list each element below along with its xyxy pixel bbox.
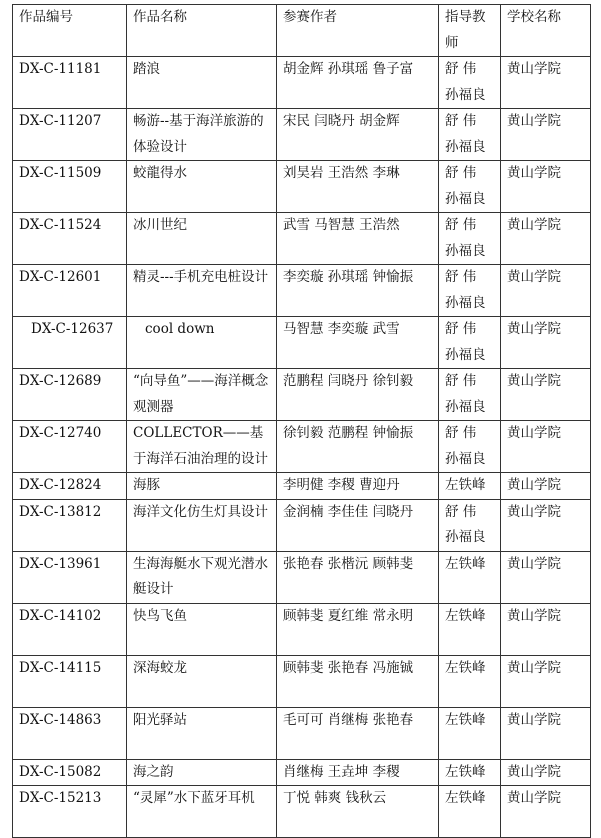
work-authors: 顾韩斐 张艳春 冯施铖 [277, 655, 439, 707]
work-title: 精灵---手机充电桩设计 [127, 265, 277, 317]
work-authors: 李明健 李稷 曹迎丹 [277, 473, 439, 500]
table-row [13, 655, 591, 707]
work-authors: 金润楠 李佳佳 闫晓丹 [277, 499, 439, 551]
work-advisor: 舒 伟 孙福良 [439, 369, 501, 421]
table-row [13, 473, 591, 500]
work-title: 阳光驿站 [127, 707, 277, 759]
work-authors: 范鹏程 闫晓丹 徐钊毅 [277, 369, 439, 421]
work-advisor: 左铁峰 [439, 759, 501, 786]
table-row [13, 707, 591, 759]
work-school: 黄山学院 [501, 655, 591, 707]
table-row [13, 317, 591, 369]
work-school: 黄山学院 [501, 317, 591, 369]
table-row [13, 161, 591, 213]
table-row [13, 369, 591, 421]
work-school: 黄山学院 [501, 421, 591, 473]
work-code: DX-C-14102 [13, 603, 127, 655]
work-title: 海豚 [127, 473, 277, 500]
work-code: DX-C-11509 [13, 161, 127, 213]
work-title: 畅游--基于海洋旅游的体验设计 [127, 109, 277, 161]
table-row [13, 759, 591, 786]
table-row [13, 421, 591, 473]
work-code: DX-C-12824 [13, 473, 127, 500]
work-advisor: 舒 伟 孙福良 [439, 421, 501, 473]
work-school: 黄山学院 [501, 109, 591, 161]
awards-table [12, 4, 591, 838]
work-school: 黄山学院 [501, 786, 591, 838]
work-school: 黄山学院 [501, 369, 591, 421]
work-authors: 马智慧 李奕璇 武雪 [277, 317, 439, 369]
work-advisor: 舒 伟 孙福良 [439, 213, 501, 265]
work-code: DX-C-14115 [13, 655, 127, 707]
work-title: 海洋文化仿生灯具设计 [127, 499, 277, 551]
table-row [13, 265, 591, 317]
work-title: 快鸟飞鱼 [127, 603, 277, 655]
work-authors: 宋民 闫晓丹 胡金辉 [277, 109, 439, 161]
work-code: DX-C-11207 [13, 109, 127, 161]
header-authors: 参赛作者 [277, 5, 439, 57]
work-authors: 张艳春 张楷沅 顾韩斐 [277, 551, 439, 603]
work-authors: 武雪 马智慧 王浩然 [277, 213, 439, 265]
work-title: “向导鱼”——海洋概念观测器 [127, 369, 277, 421]
work-advisor: 左铁峰 [439, 786, 501, 838]
work-school: 黄山学院 [501, 213, 591, 265]
work-advisor: 左铁峰 [439, 655, 501, 707]
table-row [13, 499, 591, 551]
work-advisor: 舒 伟 孙福良 [439, 499, 501, 551]
work-authors: 毛可可 肖继梅 张艳春 [277, 707, 439, 759]
table-row [13, 603, 591, 655]
work-advisor: 舒 伟 孙福良 [439, 265, 501, 317]
work-advisor: 左铁峰 [439, 707, 501, 759]
work-code: DX-C-12601 [13, 265, 127, 317]
work-title: COLLECTOR——基于海洋石油治理的设计 [127, 421, 277, 473]
work-authors: 顾韩斐 夏红维 常永明 [277, 603, 439, 655]
work-code: DX-C-12740 [13, 421, 127, 473]
work-advisor: 左铁峰 [439, 473, 501, 500]
work-authors: 胡金辉 孙琪瑶 鲁子富 [277, 57, 439, 109]
work-code: DX-C-15082 [13, 759, 127, 786]
work-authors: 丁悦 韩爽 钱秋云 [277, 786, 439, 838]
work-school: 黄山学院 [501, 603, 591, 655]
work-advisor: 舒 伟 孙福良 [439, 317, 501, 369]
header-advisor: 指导教师 [439, 5, 501, 57]
work-title: 海之韵 [127, 759, 277, 786]
work-advisor: 左铁峰 [439, 551, 501, 603]
table-row [13, 213, 591, 265]
table-row [13, 57, 591, 109]
work-authors: 刘昊岩 王浩然 李琳 [277, 161, 439, 213]
table-row [13, 786, 591, 838]
work-school: 黄山学院 [501, 551, 591, 603]
work-code: DX-C-14863 [13, 707, 127, 759]
table-row [13, 109, 591, 161]
work-code: DX-C-15213 [13, 786, 127, 838]
work-authors: 李奕璇 孙琪瑶 钟愉振 [277, 265, 439, 317]
work-code: DX-C-13961 [13, 551, 127, 603]
work-title: 蛟龍得水 [127, 161, 277, 213]
table-row [13, 551, 591, 603]
work-advisor: 舒 伟 孙福良 [439, 161, 501, 213]
work-title: 生海海艇水下观光潜水艇设计 [127, 551, 277, 603]
work-school: 黄山学院 [501, 759, 591, 786]
table-body [13, 57, 591, 838]
header-school: 学校名称 [501, 5, 591, 57]
work-title: 深海蛟龙 [127, 655, 277, 707]
work-title: 冰川世纪 [127, 213, 277, 265]
work-advisor: 舒 伟 孙福良 [439, 109, 501, 161]
work-code: DX-C-11524 [13, 213, 127, 265]
work-school: 黄山学院 [501, 499, 591, 551]
work-advisor: 左铁峰 [439, 603, 501, 655]
header-code: 作品编号 [13, 5, 127, 57]
work-title: 踏浪 [127, 57, 277, 109]
work-authors: 徐钊毅 范鹏程 钟愉振 [277, 421, 439, 473]
work-title: “灵犀”水下蓝牙耳机 [127, 786, 277, 838]
work-school: 黄山学院 [501, 57, 591, 109]
work-title: cool down [127, 317, 277, 369]
table-header [13, 5, 591, 57]
work-school: 黄山学院 [501, 473, 591, 500]
work-school: 黄山学院 [501, 161, 591, 213]
work-authors: 肖继梅 王垚坤 李稷 [277, 759, 439, 786]
work-school: 黄山学院 [501, 265, 591, 317]
work-code: DX-C-11181 [13, 57, 127, 109]
work-advisor: 舒 伟 孙福良 [439, 57, 501, 109]
work-code: DX-C-13812 [13, 499, 127, 551]
header-title: 作品名称 [127, 5, 277, 57]
work-code: DX-C-12637 [13, 317, 127, 369]
work-school: 黄山学院 [501, 707, 591, 759]
work-code: DX-C-12689 [13, 369, 127, 421]
